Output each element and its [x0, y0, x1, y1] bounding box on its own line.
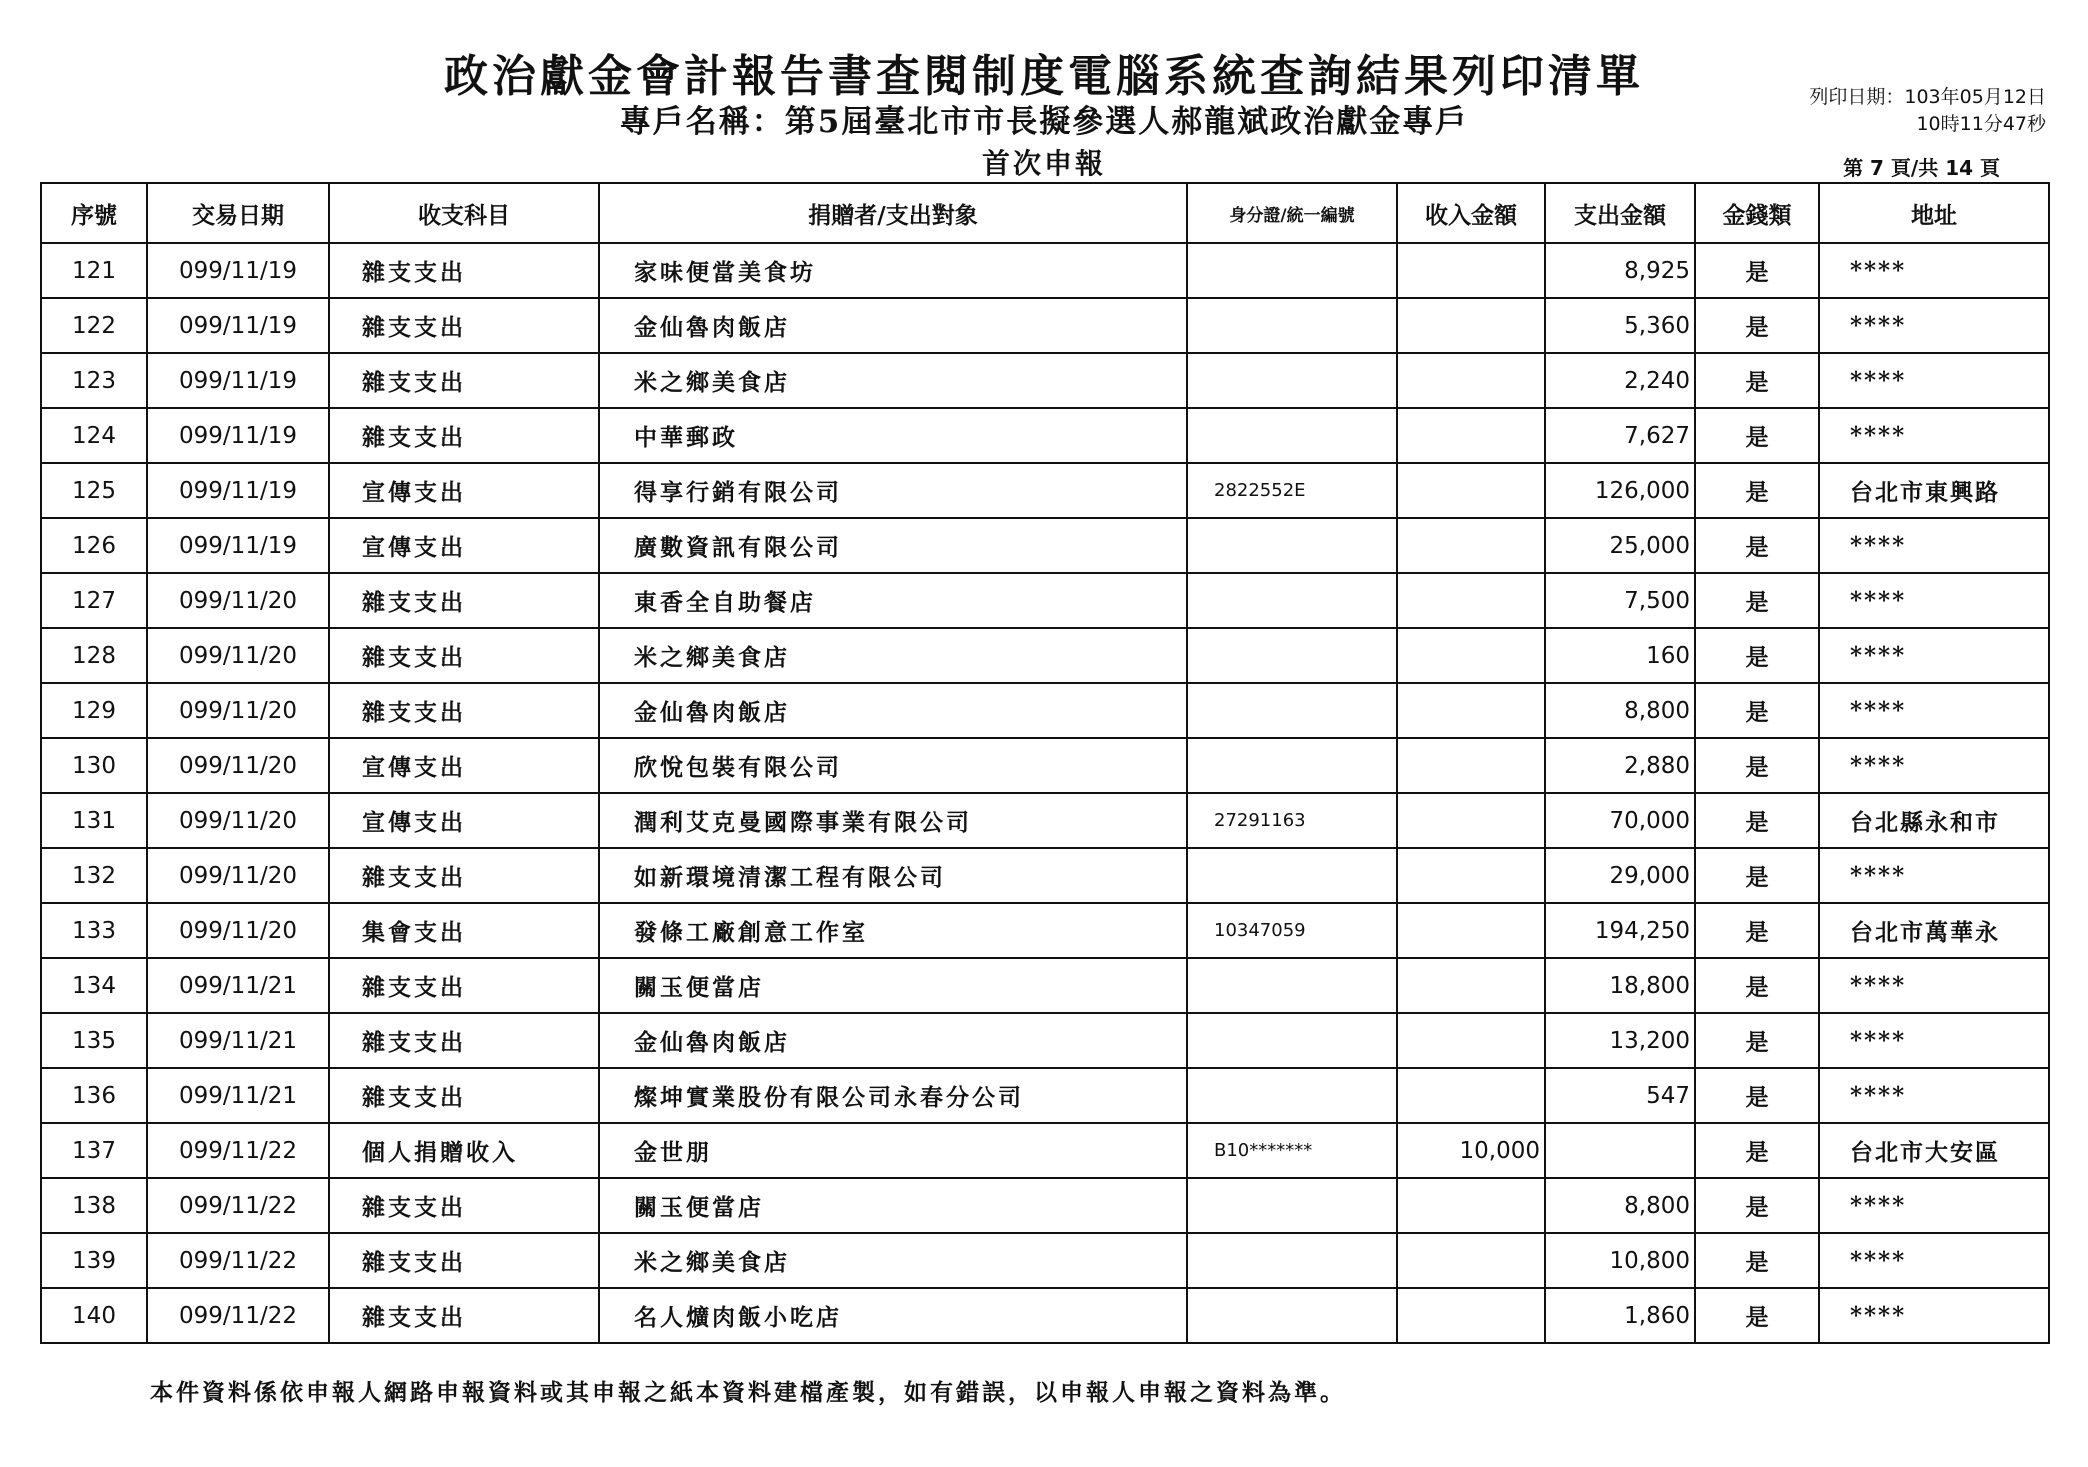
- header-id: 身分證/統一編號: [1187, 183, 1397, 243]
- cell-category: 雜支支出: [329, 1068, 599, 1123]
- table-row: [41, 848, 2049, 903]
- cell-seq: 122: [41, 298, 147, 353]
- cell-cash: 是: [1695, 628, 1819, 683]
- cell-category: 宣傳支出: [329, 738, 599, 793]
- cell-cash: 是: [1695, 408, 1819, 463]
- cell-party: 金世朋: [599, 1123, 1187, 1178]
- cell-seq: 133: [41, 903, 147, 958]
- cell-expense: 8,800: [1545, 683, 1695, 738]
- page-title: 政治獻金會計報告書查閱制度電腦系統查詢結果列印清單: [444, 51, 1644, 102]
- cell-party: 發條工廠創意工作室: [599, 903, 1187, 958]
- cell-date: 099/11/22: [147, 1288, 329, 1343]
- cell-expense: 2,240: [1545, 353, 1695, 408]
- cell-expense: 25,000: [1545, 518, 1695, 573]
- cell-date: 099/11/19: [147, 243, 329, 298]
- cell-category: 雜支支出: [329, 243, 599, 298]
- table-row: [41, 958, 2049, 1013]
- cell-seq: 139: [41, 1233, 147, 1288]
- cell-category: 雜支支出: [329, 1233, 599, 1288]
- cell-date: 099/11/21: [147, 1068, 329, 1123]
- cell-category: 宣傳支出: [329, 793, 599, 848]
- cell-expense: 18,800: [1545, 958, 1695, 1013]
- cell-cash: 是: [1695, 1123, 1819, 1178]
- cell-income: [1397, 243, 1545, 298]
- cell-category: 雜支支出: [329, 1013, 599, 1068]
- cell-seq: 128: [41, 628, 147, 683]
- footer-note: 本件資料係依申報人網路申報資料或其申報之紙本資料建檔產製，如有錯誤，以申報人申報之資料為準。: [150, 1379, 1346, 1406]
- print-date-line2: 10時11分47秒: [1916, 113, 2046, 135]
- cell-expense: 547: [1545, 1068, 1695, 1123]
- cell-id: [1187, 408, 1397, 463]
- cell-cash: 是: [1695, 1013, 1819, 1068]
- cell-income: [1397, 1068, 1545, 1123]
- cell-date: 099/11/21: [147, 958, 329, 1013]
- cell-id: [1187, 738, 1397, 793]
- header-income: 收入金額: [1397, 183, 1545, 243]
- cell-address: ****: [1819, 628, 2049, 683]
- table-row: [41, 408, 2049, 463]
- cell-address: ****: [1819, 353, 2049, 408]
- cell-expense: 160: [1545, 628, 1695, 683]
- cell-category: 雜支支出: [329, 1288, 599, 1343]
- cell-id: B10*******: [1187, 1123, 1397, 1178]
- cell-expense: 10,800: [1545, 1233, 1695, 1288]
- cell-income: [1397, 1233, 1545, 1288]
- cell-seq: 126: [41, 518, 147, 573]
- cell-cash: 是: [1695, 463, 1819, 518]
- page-info: 第 7 頁/共 14 頁: [1843, 156, 2000, 180]
- cell-income: [1397, 353, 1545, 408]
- cell-category: 雜支支出: [329, 353, 599, 408]
- cell-seq: 136: [41, 1068, 147, 1123]
- table-header-row: [41, 183, 2049, 243]
- cell-address: ****: [1819, 1068, 2049, 1123]
- table-row: [41, 353, 2049, 408]
- cell-id: [1187, 1233, 1397, 1288]
- cell-expense: 70,000: [1545, 793, 1695, 848]
- cell-income: [1397, 463, 1545, 518]
- cell-date: 099/11/19: [147, 298, 329, 353]
- cell-address: ****: [1819, 408, 2049, 463]
- cell-cash: 是: [1695, 958, 1819, 1013]
- cell-party: 名人爌肉飯小吃店: [599, 1288, 1187, 1343]
- cell-income: [1397, 1178, 1545, 1233]
- cell-income: [1397, 848, 1545, 903]
- table-row: [41, 1178, 2049, 1233]
- transactions-table: [40, 182, 2050, 1344]
- cell-address: 台北市大安區: [1819, 1123, 2049, 1178]
- table-row: [41, 628, 2049, 683]
- cell-seq: 134: [41, 958, 147, 1013]
- cell-id: [1187, 683, 1397, 738]
- cell-id: [1187, 848, 1397, 903]
- table-row: [41, 518, 2049, 573]
- header-category: 收支科目: [329, 183, 599, 243]
- cell-date: 099/11/19: [147, 408, 329, 463]
- cell-id: [1187, 958, 1397, 1013]
- cell-category: 雜支支出: [329, 408, 599, 463]
- cell-party: 燦坤實業股份有限公司永春分公司: [599, 1068, 1187, 1123]
- cell-address: ****: [1819, 573, 2049, 628]
- cell-address: 台北市萬華永: [1819, 903, 2049, 958]
- cell-category: 雜支支出: [329, 958, 599, 1013]
- cell-income: [1397, 793, 1545, 848]
- cell-income: [1397, 683, 1545, 738]
- cell-id: [1187, 353, 1397, 408]
- cell-seq: 121: [41, 243, 147, 298]
- cell-id: 27291163: [1187, 793, 1397, 848]
- cell-seq: 129: [41, 683, 147, 738]
- cell-seq: 131: [41, 793, 147, 848]
- table-row: [41, 1123, 2049, 1178]
- table-row: [41, 573, 2049, 628]
- cell-address: ****: [1819, 1013, 2049, 1068]
- cell-income: [1397, 573, 1545, 628]
- cell-party: 廣數資訊有限公司: [599, 518, 1187, 573]
- cell-seq: 130: [41, 738, 147, 793]
- cell-address: ****: [1819, 683, 2049, 738]
- cell-cash: 是: [1695, 683, 1819, 738]
- cell-date: 099/11/22: [147, 1178, 329, 1233]
- cell-seq: 137: [41, 1123, 147, 1178]
- table-row: [41, 683, 2049, 738]
- cell-id: [1187, 628, 1397, 683]
- cell-cash: 是: [1695, 1068, 1819, 1123]
- cell-cash: 是: [1695, 243, 1819, 298]
- cell-category: 宣傳支出: [329, 463, 599, 518]
- cell-income: [1397, 1013, 1545, 1068]
- cell-party: 米之鄉美食店: [599, 1233, 1187, 1288]
- report-type: 首次申報: [981, 147, 1106, 180]
- cell-expense: [1545, 1123, 1695, 1178]
- cell-party: 得享行銷有限公司: [599, 463, 1187, 518]
- cell-date: 099/11/20: [147, 573, 329, 628]
- cell-income: [1397, 298, 1545, 353]
- cell-party: 中華郵政: [599, 408, 1187, 463]
- cell-address: ****: [1819, 518, 2049, 573]
- cell-category: 雜支支出: [329, 1178, 599, 1233]
- cell-cash: 是: [1695, 1288, 1819, 1343]
- header-expense: 支出金額: [1545, 183, 1695, 243]
- cell-category: 雜支支出: [329, 683, 599, 738]
- cell-cash: 是: [1695, 1178, 1819, 1233]
- cell-expense: 1,860: [1545, 1288, 1695, 1343]
- cell-category: 雜支支出: [329, 573, 599, 628]
- cell-income: [1397, 628, 1545, 683]
- cell-party: 金仙魯肉飯店: [599, 298, 1187, 353]
- print-date: [1706, 84, 2046, 138]
- cell-date: 099/11/20: [147, 738, 329, 793]
- cell-category: 宣傳支出: [329, 518, 599, 573]
- cell-address: ****: [1819, 1178, 2049, 1233]
- cell-address: ****: [1819, 298, 2049, 353]
- cell-date: 099/11/19: [147, 463, 329, 518]
- cell-cash: 是: [1695, 848, 1819, 903]
- cell-cash: 是: [1695, 518, 1819, 573]
- cell-seq: 125: [41, 463, 147, 518]
- cell-address: 台北縣永和市: [1819, 793, 2049, 848]
- cell-seq: 138: [41, 1178, 147, 1233]
- table-row: [41, 793, 2049, 848]
- cell-id: [1187, 518, 1397, 573]
- table-row: [41, 1068, 2049, 1123]
- cell-party: 米之鄉美食店: [599, 353, 1187, 408]
- cell-income: [1397, 408, 1545, 463]
- cell-expense: 8,925: [1545, 243, 1695, 298]
- cell-seq: 124: [41, 408, 147, 463]
- cell-date: 099/11/21: [147, 1013, 329, 1068]
- cell-party: 金仙魯肉飯店: [599, 683, 1187, 738]
- cell-seq: 135: [41, 1013, 147, 1068]
- cell-expense: 2,880: [1545, 738, 1695, 793]
- cell-expense: 8,800: [1545, 1178, 1695, 1233]
- cell-cash: 是: [1695, 1233, 1819, 1288]
- cell-cash: 是: [1695, 793, 1819, 848]
- cell-category: 集會支出: [329, 903, 599, 958]
- cell-seq: 127: [41, 573, 147, 628]
- cell-id: 2822552E: [1187, 463, 1397, 518]
- cell-id: [1187, 1178, 1397, 1233]
- cell-cash: 是: [1695, 353, 1819, 408]
- cell-address: ****: [1819, 243, 2049, 298]
- cell-date: 099/11/22: [147, 1123, 329, 1178]
- cell-date: 099/11/20: [147, 848, 329, 903]
- cell-id: [1187, 1288, 1397, 1343]
- table-row: [41, 1013, 2049, 1068]
- cell-date: 099/11/20: [147, 793, 329, 848]
- cell-expense: 7,500: [1545, 573, 1695, 628]
- cell-id: [1187, 1068, 1397, 1123]
- cell-income: [1397, 738, 1545, 793]
- cell-id: [1187, 1013, 1397, 1068]
- cell-party: 潤利艾克曼國際事業有限公司: [599, 793, 1187, 848]
- cell-income: [1397, 518, 1545, 573]
- cell-expense: 5,360: [1545, 298, 1695, 353]
- cell-income: [1397, 903, 1545, 958]
- cell-date: 099/11/20: [147, 903, 329, 958]
- cell-address: ****: [1819, 848, 2049, 903]
- cell-id: [1187, 573, 1397, 628]
- account-name: 專戶名稱：第5屆臺北市市長擬參選人郝龍斌政治獻金專戶: [619, 104, 1469, 140]
- cell-category: 雜支支出: [329, 298, 599, 353]
- cell-party: 東香全自助餐店: [599, 573, 1187, 628]
- cell-category: 雜支支出: [329, 628, 599, 683]
- header-seq: 序號: [41, 183, 147, 243]
- cell-income: [1397, 958, 1545, 1013]
- cell-income: [1397, 1288, 1545, 1343]
- cell-income: 10,000: [1397, 1123, 1545, 1178]
- cell-id: 10347059: [1187, 903, 1397, 958]
- cell-cash: 是: [1695, 903, 1819, 958]
- cell-category: 雜支支出: [329, 848, 599, 903]
- cell-seq: 123: [41, 353, 147, 408]
- cell-address: ****: [1819, 958, 2049, 1013]
- cell-cash: 是: [1695, 298, 1819, 353]
- cell-expense: 13,200: [1545, 1013, 1695, 1068]
- header-address: 地址: [1819, 183, 2049, 243]
- cell-date: 099/11/19: [147, 353, 329, 408]
- table-row: [41, 298, 2049, 353]
- cell-party: 家味便當美食坊: [599, 243, 1187, 298]
- cell-cash: 是: [1695, 573, 1819, 628]
- table-row: [41, 738, 2049, 793]
- cell-date: 099/11/20: [147, 628, 329, 683]
- cell-seq: 140: [41, 1288, 147, 1343]
- print-date-line1: 列印日期：103年05月12日: [1809, 86, 2046, 108]
- cell-date: 099/11/19: [147, 518, 329, 573]
- table-row: [41, 243, 2049, 298]
- cell-date: 099/11/20: [147, 683, 329, 738]
- cell-id: [1187, 298, 1397, 353]
- cell-party: 欣悅包裝有限公司: [599, 738, 1187, 793]
- cell-cash: 是: [1695, 738, 1819, 793]
- cell-party: 金仙魯肉飯店: [599, 1013, 1187, 1068]
- cell-address: 台北市東興路: [1819, 463, 2049, 518]
- cell-date: 099/11/22: [147, 1233, 329, 1288]
- cell-expense: 7,627: [1545, 408, 1695, 463]
- cell-party: 關玉便當店: [599, 1178, 1187, 1233]
- cell-expense: 194,250: [1545, 903, 1695, 958]
- cell-party: 關玉便當店: [599, 958, 1187, 1013]
- cell-category: 個人捐贈收入: [329, 1123, 599, 1178]
- cell-id: [1187, 243, 1397, 298]
- header-date: 交易日期: [147, 183, 329, 243]
- cell-expense: 29,000: [1545, 848, 1695, 903]
- table-row: [41, 1288, 2049, 1343]
- cell-seq: 132: [41, 848, 147, 903]
- cell-party: 如新環境清潔工程有限公司: [599, 848, 1187, 903]
- table-row: [41, 463, 2049, 518]
- cell-address: ****: [1819, 1288, 2049, 1343]
- cell-address: ****: [1819, 1233, 2049, 1288]
- cell-expense: 126,000: [1545, 463, 1695, 518]
- cell-party: 米之鄉美食店: [599, 628, 1187, 683]
- cell-address: ****: [1819, 738, 2049, 793]
- header-cash: 金錢類: [1695, 183, 1819, 243]
- table-row: [41, 1233, 2049, 1288]
- table-row: [41, 903, 2049, 958]
- header-party: 捐贈者/支出對象: [599, 183, 1187, 243]
